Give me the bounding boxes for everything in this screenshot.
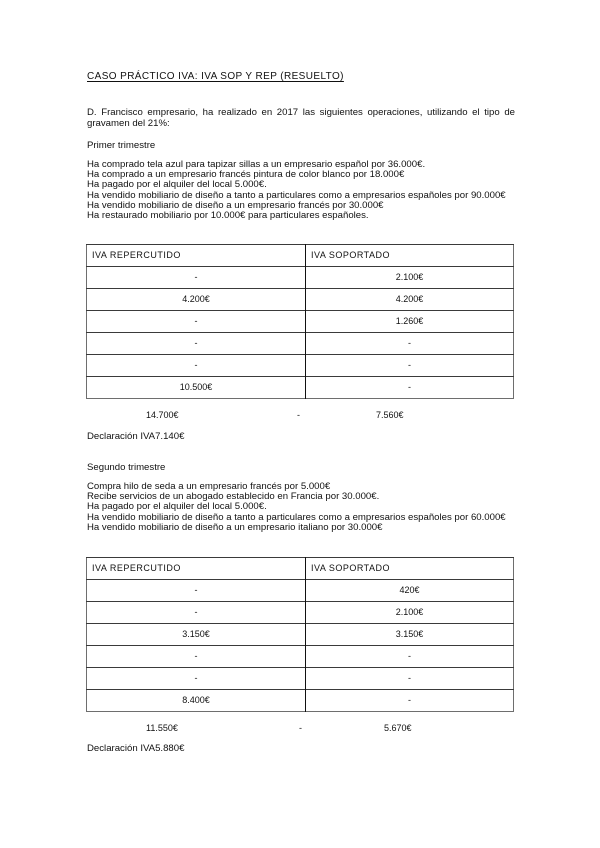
section-heading-q2: Segundo trimestre xyxy=(87,462,166,473)
totals-row-q1 xyxy=(86,410,514,422)
total-soportado: 7.560€ xyxy=(376,410,404,420)
operation-item: Ha vendido mobiliario de diseño a tanto a particulares como a empresarios españoles por 60.000€ xyxy=(87,511,506,523)
operation-item: Recibe servicios de un abogado establecido en Francia por 30.000€. xyxy=(87,491,380,503)
total-repercutido: 11.550€ xyxy=(146,723,178,733)
cell-soportado: 3.150€ xyxy=(306,624,514,646)
table-row xyxy=(87,624,514,646)
operation-item: Ha comprado a un empresario francés pintura de color blanco por 18.000€ xyxy=(87,169,405,181)
cell-soportado: 420€ xyxy=(306,580,514,602)
operation-item: Ha vendido mobiliario de diseño a un empresario francés por 30.000€ xyxy=(87,199,384,211)
intro-paragraph: D. Francisco empresario, ha realizado en 2017 las siguientes operaciones, utilizando el tipo de gravamen del 21%: xyxy=(87,107,515,129)
total-soportado: 5.670€ xyxy=(384,723,412,733)
iva-table-q2 xyxy=(86,557,514,712)
cell-repercutido: 8.400€ xyxy=(87,690,306,712)
table-row xyxy=(87,690,514,712)
cell-repercutido: - xyxy=(87,668,306,690)
table-header-row xyxy=(87,558,514,580)
cell-soportado: - xyxy=(306,690,514,712)
operation-item: Ha restaurado mobiliario por 10.000€ para particulares españoles. xyxy=(87,209,369,221)
cell-repercutido: - xyxy=(87,267,306,289)
cell-repercutido: 3.150€ xyxy=(87,624,306,646)
total-repercutido: 14.700€ xyxy=(146,410,179,420)
table-row xyxy=(87,311,514,333)
declaration-q1: Declaración IVA7.140€ xyxy=(87,431,185,442)
totals-separator: - xyxy=(297,410,300,420)
cell-soportado: 4.200€ xyxy=(306,289,514,311)
cell-repercutido: 4.200€ xyxy=(87,289,306,311)
table-row xyxy=(87,580,514,602)
table-row xyxy=(87,333,514,355)
operation-item: Ha pagado por el alquiler del local 5.000€. xyxy=(87,501,267,513)
table-row xyxy=(87,602,514,624)
header-soportado: IVA SOPORTADO xyxy=(306,558,514,580)
operation-item: Ha comprado tela azul para tapizar sillas a un empresario español por 36.000€. xyxy=(87,159,426,170)
declaration-q2: Declaración IVA5.880€ xyxy=(87,743,185,754)
operation-item: Compra hilo de seda a un empresario francés por 5.000€ xyxy=(87,481,331,492)
cell-soportado: - xyxy=(306,668,514,690)
operations-list-q2 xyxy=(87,482,506,533)
cell-repercutido: - xyxy=(87,646,306,668)
iva-table-q1 xyxy=(86,244,514,399)
cell-repercutido: - xyxy=(87,355,306,377)
header-repercutido: IVA REPERCUTIDO xyxy=(87,558,306,580)
document-title: CASO PRÁCTICO IVA: IVA SOP Y REP (RESUELTO) xyxy=(87,71,344,82)
cell-soportado: 1.260€ xyxy=(306,311,514,333)
totals-row-q2 xyxy=(86,723,514,735)
table-row xyxy=(87,355,514,377)
cell-soportado: 2.100€ xyxy=(306,267,514,289)
cell-repercutido: 10.500€ xyxy=(87,377,306,399)
cell-repercutido: - xyxy=(87,602,306,624)
table-row xyxy=(87,646,514,668)
header-repercutido: IVA REPERCUTIDO xyxy=(87,245,306,267)
table-row xyxy=(87,377,514,399)
cell-soportado: - xyxy=(306,646,514,668)
operation-item: Ha vendido mobiliario de diseño a tanto a particulares como a empresarios españoles por 90.000€ xyxy=(87,189,506,201)
totals-separator: - xyxy=(299,723,302,733)
cell-soportado: - xyxy=(306,355,514,377)
cell-soportado: - xyxy=(306,377,514,399)
table-header-row xyxy=(87,245,514,267)
cell-repercutido: - xyxy=(87,580,306,602)
operations-list-q1 xyxy=(87,160,506,221)
section-heading-q1: Primer trimestre xyxy=(87,140,156,151)
operation-item: Ha vendido mobiliario de diseño a un empresario italiano por 30.000€ xyxy=(87,521,383,533)
table-row xyxy=(87,267,514,289)
table-row xyxy=(87,668,514,690)
operation-item: Ha pagado por el alquiler del local 5.000€. xyxy=(87,179,267,191)
cell-soportado: - xyxy=(306,333,514,355)
header-soportado: IVA SOPORTADO xyxy=(306,245,514,267)
cell-repercutido: - xyxy=(87,333,306,355)
cell-repercutido: - xyxy=(87,311,306,333)
table-row xyxy=(87,289,514,311)
cell-soportado: 2.100€ xyxy=(306,602,514,624)
